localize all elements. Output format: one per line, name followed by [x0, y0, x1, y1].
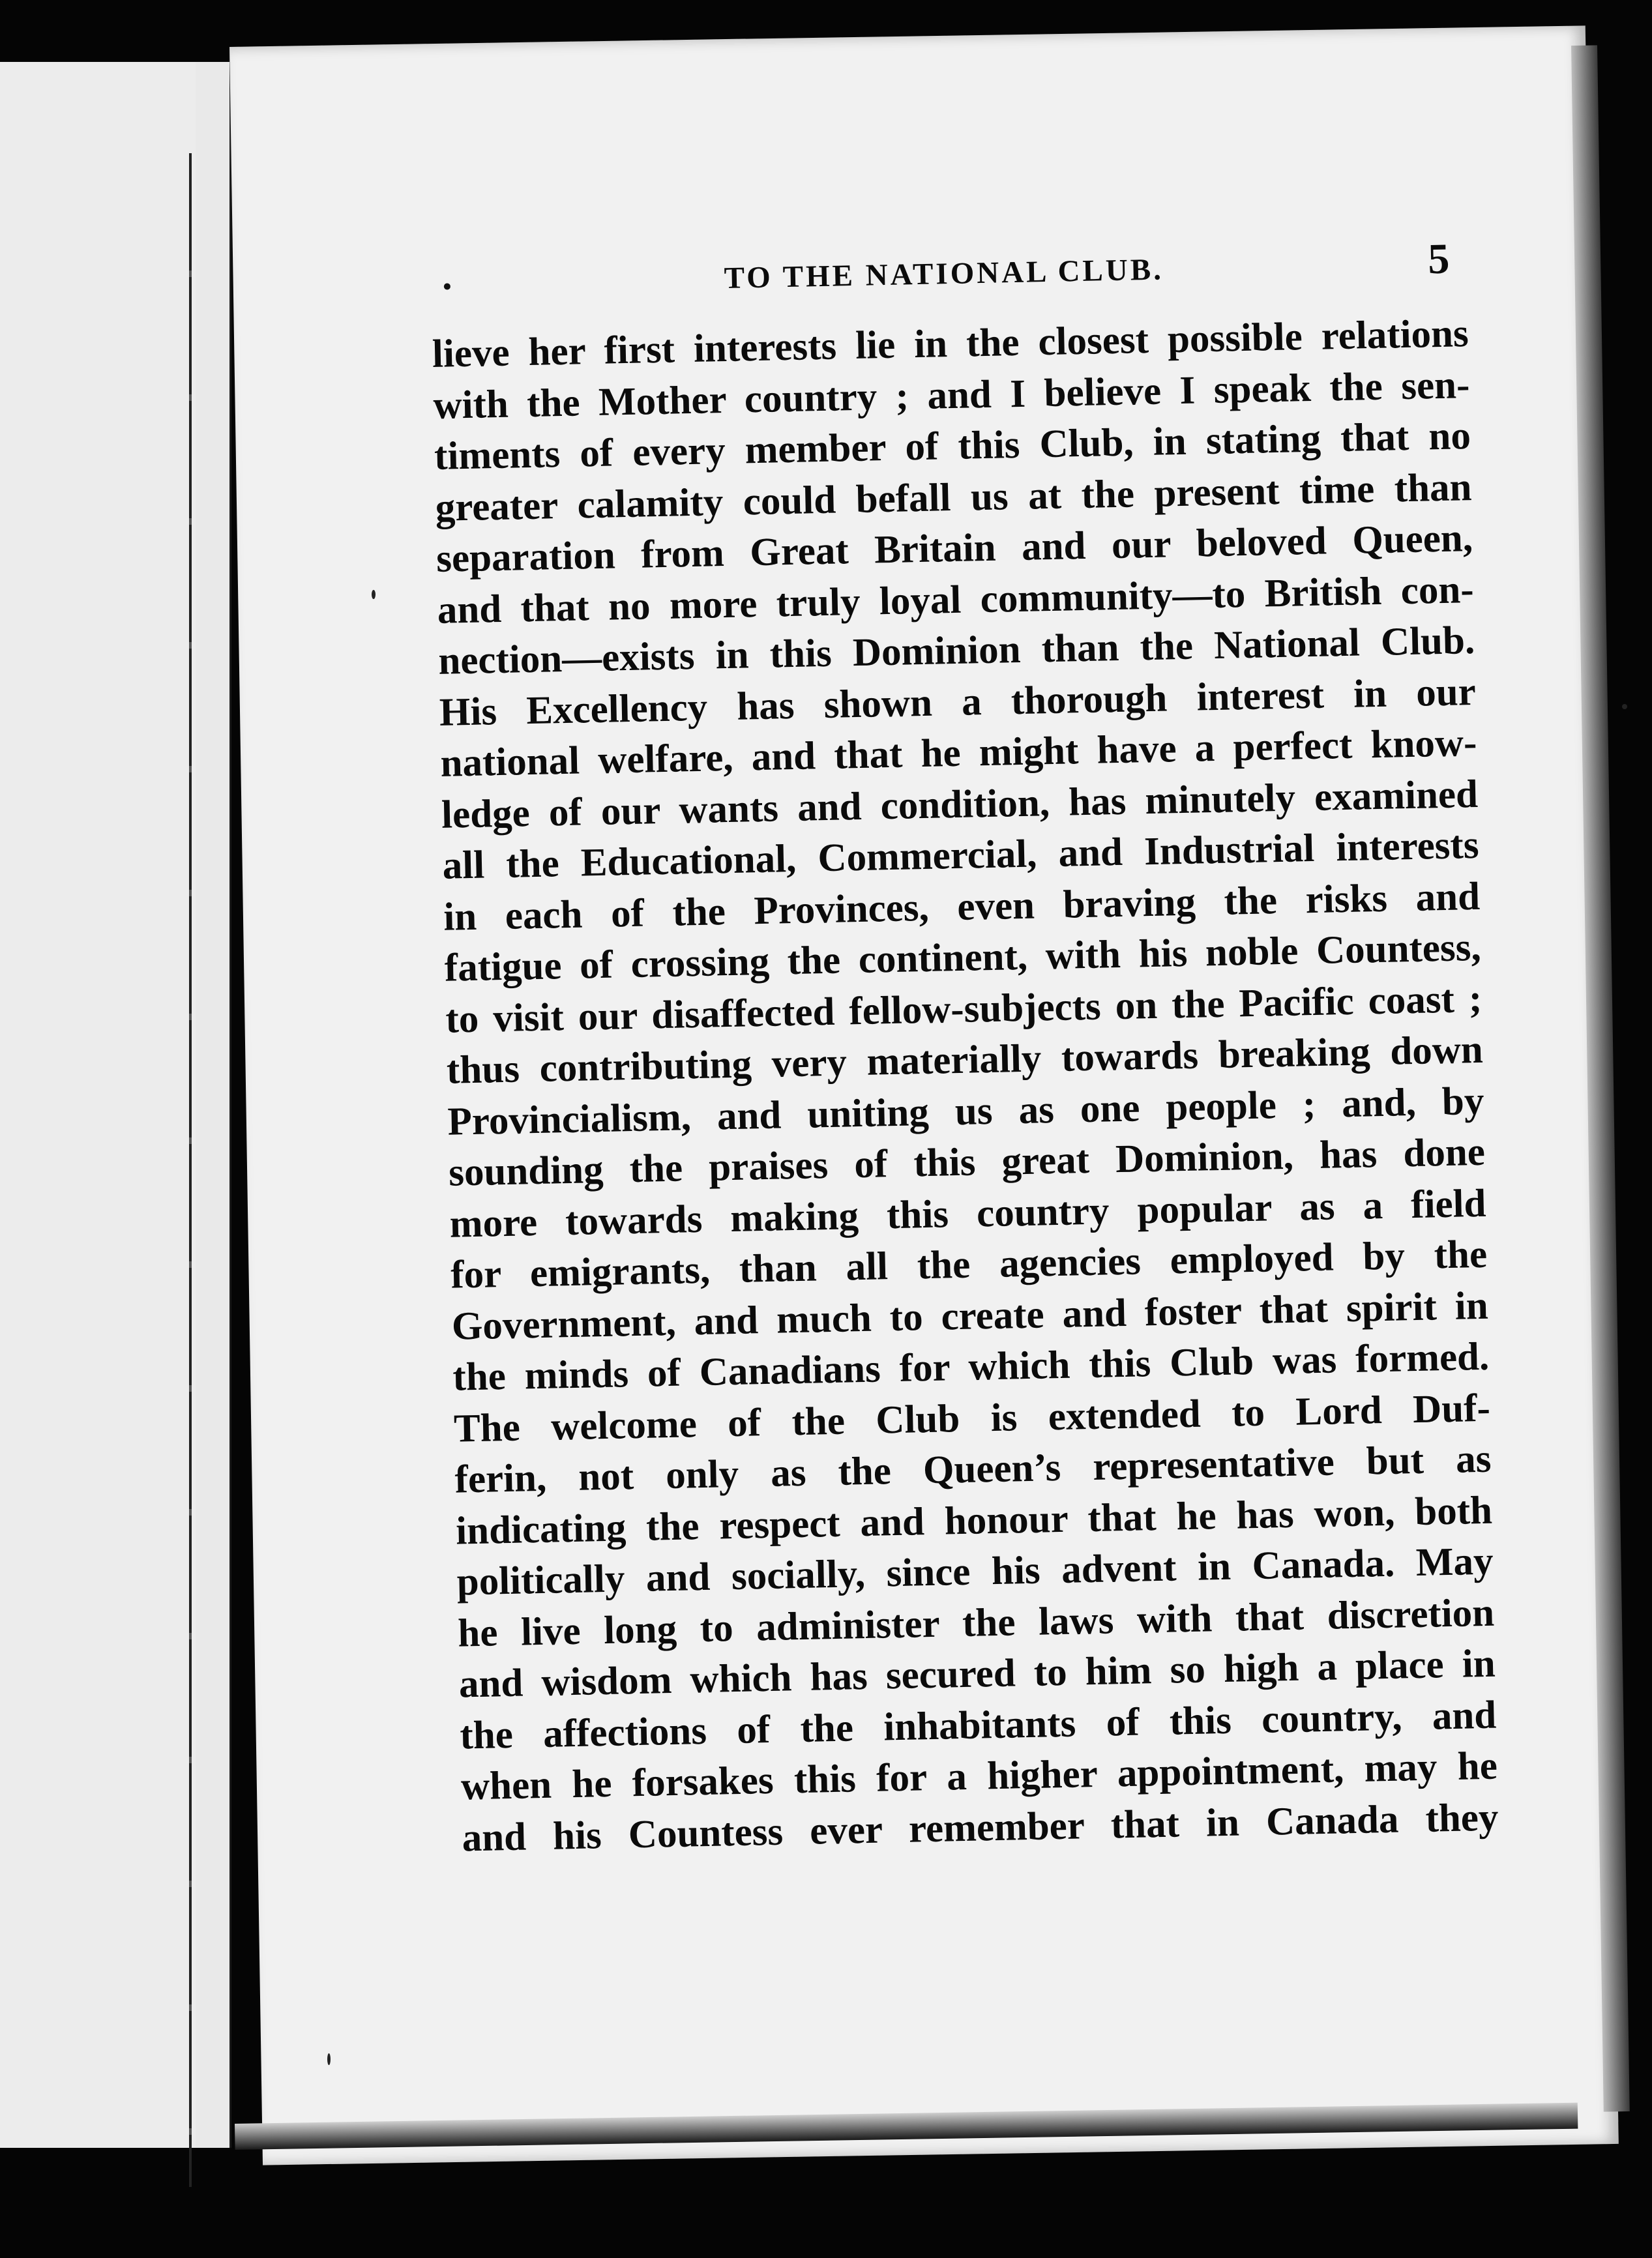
- dust-speck: [1622, 704, 1627, 709]
- text-line: fatigue of crossing the continent, with his noble Countess,: [444, 925, 1482, 990]
- text-line: sounding the praises of this great Dominion, has done: [448, 1130, 1486, 1195]
- text-line: he live long to administer the laws with that discretion: [457, 1591, 1495, 1656]
- text-line: national welfare, and that he might have a perfect know-: [439, 720, 1477, 785]
- text-line: ledge of our wants and condition, has minutely examined: [441, 772, 1479, 837]
- text-line: for emigrants, than all the agencies employed by the: [450, 1232, 1488, 1297]
- body-text: [432, 308, 1499, 1864]
- left-page-blank-area: [0, 62, 196, 2148]
- text-line: nection—exists in this Dominion than the National Club.: [437, 618, 1475, 683]
- text-line: separation from Great Britain and our beloved Queen,: [435, 516, 1473, 581]
- text-line: when he forsakes this for a higher appointment, may he: [460, 1744, 1498, 1809]
- header-dot: [444, 283, 450, 289]
- dust-speck: [372, 590, 376, 599]
- text-line: and his Countess ever remember that in Canada they: [461, 1795, 1499, 1860]
- text-line: His Excellency has shown a thorough interest in our: [439, 669, 1477, 735]
- text-line: thus contributing very materially towards breaking down: [446, 1027, 1484, 1092]
- text-line: ferin, not only as the Queen’s representative but as: [454, 1437, 1492, 1502]
- page-number: 5: [1427, 235, 1451, 284]
- text-line: in each of the Provinces, even braving the risks and: [443, 874, 1481, 939]
- text-line: and that no more truly loyal community—to British con-: [437, 567, 1475, 632]
- text-line: greater calamity could befall us at the present time than: [435, 465, 1473, 530]
- text-line: Provincialism, and uniting us as one people ; and, by: [447, 1079, 1484, 1144]
- text-line: more towards making this country popular as a field: [449, 1181, 1487, 1246]
- text-line: with the Mother country ; and I believe I speak the sen-: [432, 362, 1470, 428]
- text-line: the minds of Canadians for which this Club was formed.: [452, 1334, 1490, 1400]
- text-line: to visit our disaffected fellow-subjects on the Pacific coast ;: [445, 976, 1482, 1042]
- text-line: indicating the respect and honour that he has won, both: [455, 1488, 1493, 1553]
- binding-gutter: [189, 153, 192, 2187]
- text-line: lieve her first interests lie in the closest possible relations: [432, 312, 1469, 376]
- text-line: the affections of the inhabitants of this country, and: [459, 1693, 1497, 1758]
- text-line: and wisdom which has secured to him so high a place in: [458, 1641, 1496, 1707]
- text-line: timents of every member of this Club, in stating that no: [434, 414, 1471, 478]
- dust-speck: [327, 2053, 331, 2065]
- text-line: Government, and much to create and foster that spirit in: [451, 1283, 1489, 1349]
- text-line: The welcome of the Club is extended to Lord Duf-: [453, 1386, 1491, 1451]
- page-content: [430, 237, 1501, 1952]
- left-page: [0, 62, 231, 2148]
- running-title: TO THE NATIONAL CLUB.: [724, 252, 1164, 295]
- text-line: all the Educational, Commercial, and Industrial interests: [442, 823, 1480, 888]
- text-line: politically and socially, since his advent in Canada. May: [456, 1539, 1494, 1604]
